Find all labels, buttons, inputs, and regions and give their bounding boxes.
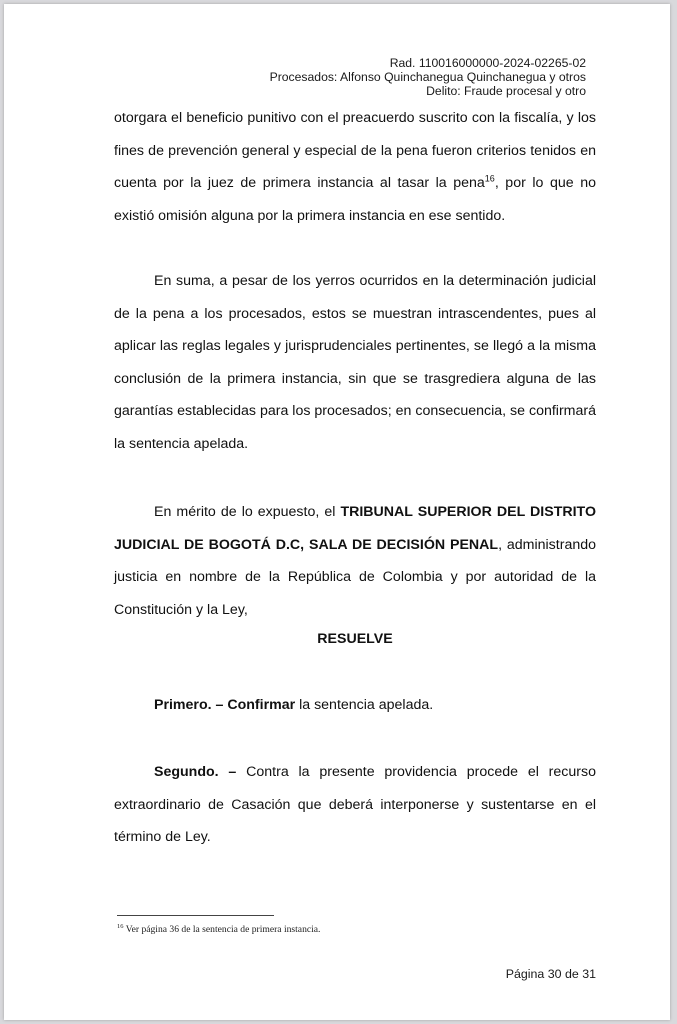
footnote	[117, 923, 320, 935]
case-delito: Delito: Fraude procesal y otro	[426, 84, 586, 98]
footnote-text: Ver página 36 de la sentencia de primera instancia.	[123, 924, 321, 936]
paragraph-text: , por lo que no existió omisión alguna por la primera instancia en ese sentido.	[114, 175, 596, 224]
paragraph-text: , administrando justicia en nombre de la República de Colombia y por autoridad de la Constitución y la Ley,	[114, 536, 597, 618]
paragraph-text: otorgara el beneficio punitivo con el preacuerdo suscrito con la fiscalía, y los fines de prevención general y especial de la pena fueron criterios tenidos en cuenta por la juez de primera instancia al tasar la pena	[114, 110, 596, 191]
footnote-reference: 16	[484, 173, 495, 184]
footnote-number: 16	[117, 923, 124, 930]
paragraph-pena-continuation	[114, 102, 596, 232]
case-radicado: Rad. 110016000000-2024-02265-02	[389, 56, 586, 70]
case-header	[270, 56, 586, 98]
segundo-label: Segundo. –	[154, 764, 237, 780]
resolution-segundo	[114, 756, 596, 854]
footnote-divider	[117, 915, 274, 916]
segundo-text: Contra la presente providencia procede el recurso extraordinario de Casación que deberá interponerse y sustentarse en el término de Ley.	[114, 764, 596, 845]
resolution-primero	[114, 689, 596, 722]
resuelve-heading: RESUELVE	[317, 631, 393, 647]
document-page	[4, 4, 670, 1020]
court-name: TRIBUNAL SUPERIOR DEL DISTRITO JUDICIAL DE BOGOTÁ D.C, SALA DE DECISIÓN PENAL	[114, 504, 596, 553]
page-number: Página 30 de 31	[505, 967, 596, 981]
paragraph-text: En mérito de lo expuesto, el	[154, 504, 341, 520]
primero-text: la sentencia apelada.	[295, 697, 434, 713]
primero-label: Primero. – Confirmar	[154, 697, 296, 713]
paragraph-en-merito	[114, 496, 596, 626]
case-procesados: Procesados: Alfonso Quinchanegua Quinchanegua y otros	[269, 70, 586, 84]
paragraph-en-suma: En suma, a pesar de los yerros ocurridos en la determinación judicial de la pena a los procesados, estos se muestran intrascendentes, pues al aplicar las reglas legales y jurisprudenciales pertinentes, se llegó a la misma conclusión de la primera instancia, sin que se trasgrediera alguna de las garantías establecidas para los procesados; en consecuencia, se confirmará la sentencia apelada.	[114, 273, 596, 452]
